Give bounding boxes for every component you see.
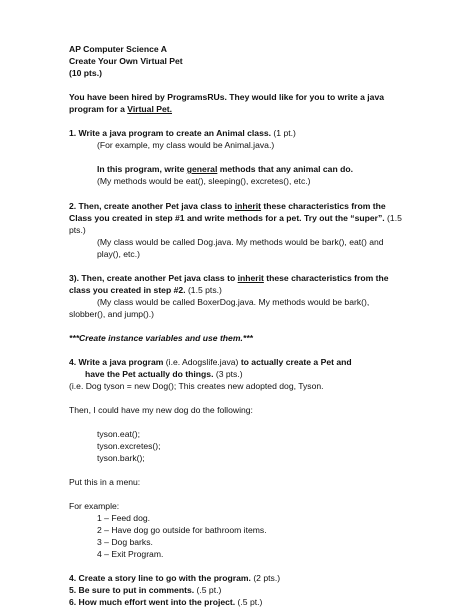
assignment-title: Create Your Own Virtual Pet [69, 56, 183, 66]
step2-prefix: 2. Then, create another Pet java class to [69, 201, 235, 211]
step2-line-2 [69, 213, 402, 224]
step2-points: (1.5 [384, 213, 402, 223]
step2-line-1 [69, 201, 386, 212]
step1-heading [69, 128, 296, 139]
intro-line-2 [69, 104, 172, 115]
step3-line-3: (My class would be called BoxerDog.java. My methods would be bark(), [97, 297, 370, 307]
inherit-term: inherit [234, 201, 262, 211]
final-item-points: (.5 pt.) [235, 597, 263, 607]
course-title: AP Computer Science A [69, 44, 167, 54]
step1-general-suffix: methods that any animal can do. [217, 164, 353, 174]
final-item [69, 585, 221, 596]
step3-line-4: slobber(), and jump().) [69, 309, 155, 319]
step2-line-4: (My class would be called Dog.java. My methods would be bark(), eat() and [97, 237, 384, 247]
step1-example: (For example, my class would be Animal.java.) [97, 140, 275, 150]
step2-line-3: pts.) [69, 225, 86, 235]
step1-methods: (My methods would be eat(), sleeping(), excretes(), etc.) [97, 176, 311, 186]
step3-prefix: 3). Then, create another Pet java class to [69, 273, 238, 283]
step3-bold-text: class you created in step #2. [69, 285, 186, 295]
menu-item: 1 – Feed dog. [97, 513, 151, 523]
final-item-points: (.5 pt.) [194, 585, 222, 595]
total-points: (10 pts.) [69, 68, 102, 78]
step4-line-2 [85, 369, 243, 380]
final-item [69, 597, 262, 608]
menu-text: Put this in a menu: [69, 477, 141, 487]
final-item-text: 4. Create a story line to go with the program. [69, 573, 251, 583]
step1-general-prefix: In this program, write [97, 164, 187, 174]
intro-line-1: You have been hired by ProgramsRUs. They would like for you to write a java [69, 92, 385, 102]
code-line: tyson.excretes(); [97, 441, 161, 451]
step2-line-5: play(), etc.) [97, 249, 140, 259]
step1-title: 1. Write a java program to create an Animal class. [69, 128, 272, 138]
step3-line-1 [69, 273, 389, 284]
final-item-text: 6. How much effort went into the project. [69, 597, 236, 607]
step1-points: (1 pt.) [271, 128, 296, 138]
final-item-points: (2 pts.) [250, 573, 281, 583]
instance-variables-note: ***Create instance variables and use them.*** [69, 333, 253, 343]
then-text: Then, I could have my new dog do the following: [69, 405, 253, 415]
final-item [69, 573, 280, 584]
final-item-text: 5. Be sure to put in comments. [69, 585, 195, 595]
step1-general [97, 164, 353, 175]
step3-points: (1.5 pts.) [185, 285, 222, 295]
step4-bold-1: 4. Write a java program [69, 357, 164, 367]
menu-item: 4 – Exit Program. [97, 549, 164, 559]
intro-text: program for a [69, 104, 128, 114]
code-line: tyson.eat(); [97, 429, 140, 439]
step4-line-1 [69, 357, 352, 368]
step3-suffix: these characteristics from the [263, 273, 389, 283]
example-text: For example: [69, 501, 120, 511]
step3-line-2 [69, 285, 222, 296]
general-term: general [186, 164, 218, 174]
menu-item: 2 – Have dog go outside for bathroom items. [97, 525, 267, 535]
step4-example-file: (i.e. Adogslife.java) [163, 357, 241, 367]
menu-item: 3 – Dog barks. [97, 537, 153, 547]
virtual-pet-term: Virtual Pet. [127, 104, 173, 114]
code-line: tyson.bark(); [97, 453, 145, 463]
step4-line-3: (i.e. Dog tyson = new Dog(); This creates new adopted dog, Tyson. [69, 381, 324, 391]
inherit-term-2: inherit [237, 273, 264, 283]
step4-bold-2: to actually create a Pet and [240, 357, 352, 367]
step2-bold-text: Class you created in step #1 and write methods for a pet. Try out the “super”. [69, 213, 385, 223]
step4-bold-3: have the Pet actually do things. [85, 369, 214, 379]
step2-suffix: these characteristics from the [261, 201, 386, 211]
step4-points: (3 pts.) [213, 369, 243, 379]
